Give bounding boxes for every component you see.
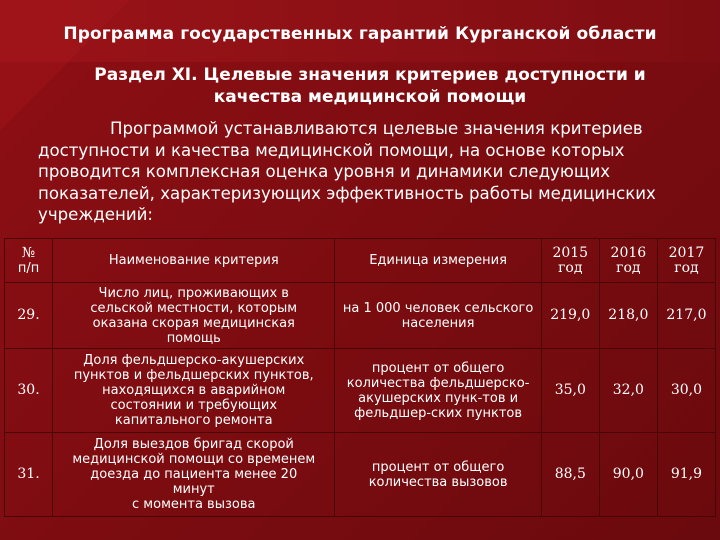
paragraph-line: Программой устанавливаются целевые значения критериев [110, 119, 643, 138]
table-header-row [5, 239, 716, 283]
table-row [5, 349, 716, 433]
value-2016: 32,0 [599, 349, 657, 433]
section-heading-line: качества медицинской помощи [213, 87, 527, 107]
paragraph-line: учреждений: [38, 205, 154, 224]
unit-of-measure: процент от общего количества вызовов [335, 433, 541, 517]
value-2017: 217,0 [657, 283, 715, 349]
unit-of-measure: на 1 000 человек сельского населения [335, 283, 541, 349]
header-name: Наименование критерия [53, 239, 335, 283]
criterion-name: Число лиц, проживающих в сельской местности, которым оказана скорая медицинская помощь [53, 283, 335, 349]
table-row [5, 283, 716, 349]
section-heading-line: Раздел XI. Целевые значения критериев доступности и [94, 65, 646, 85]
criterion-name: Доля фельдшерско-акушерских пунктов и фельдшерских пунктов, находящихся в аварийном состоянии и требующих капитального ремонта [53, 349, 335, 433]
header-year: 2015 год [541, 239, 599, 283]
value-2016: 90,0 [599, 433, 657, 517]
section-heading [60, 64, 680, 108]
value-2015: 88,5 [541, 433, 599, 517]
header-num: № п/п [5, 239, 53, 283]
value-2015: 35,0 [541, 349, 599, 433]
intro-paragraph [38, 118, 690, 226]
row-number: 30. [5, 349, 53, 433]
slide-title: Программа государственных гарантий Курганской области [63, 24, 657, 44]
row-number: 31. [5, 433, 53, 517]
header-unit: Единица измерения [335, 239, 541, 283]
paragraph-line: показателей, характеризующих эффективность работы медицинских [38, 183, 656, 203]
header-year: 2016 год [599, 239, 657, 283]
paragraph-line: доступности и качества медицинской помощи, на основе которых [38, 140, 625, 160]
paragraph-line: проводится комплексная оценка уровня и динамики следующих [38, 162, 611, 181]
table-row [5, 433, 716, 517]
value-2017: 91,9 [657, 433, 715, 517]
value-2017: 30,0 [657, 349, 715, 433]
row-number: 29. [5, 283, 53, 349]
criterion-name: Доля выездов бригад скорой медицинской помощи со временем доезда до пациента менее 20 минут с момента вызова [53, 433, 335, 517]
unit-of-measure: процент от общего количества фельдшерско- акушерских пунк-тов и фельдшер-ских пунктов [335, 349, 541, 433]
header-year: 2017 год [657, 239, 715, 283]
criteria-table [4, 238, 716, 517]
value-2015: 219,0 [541, 283, 599, 349]
value-2016: 218,0 [599, 283, 657, 349]
